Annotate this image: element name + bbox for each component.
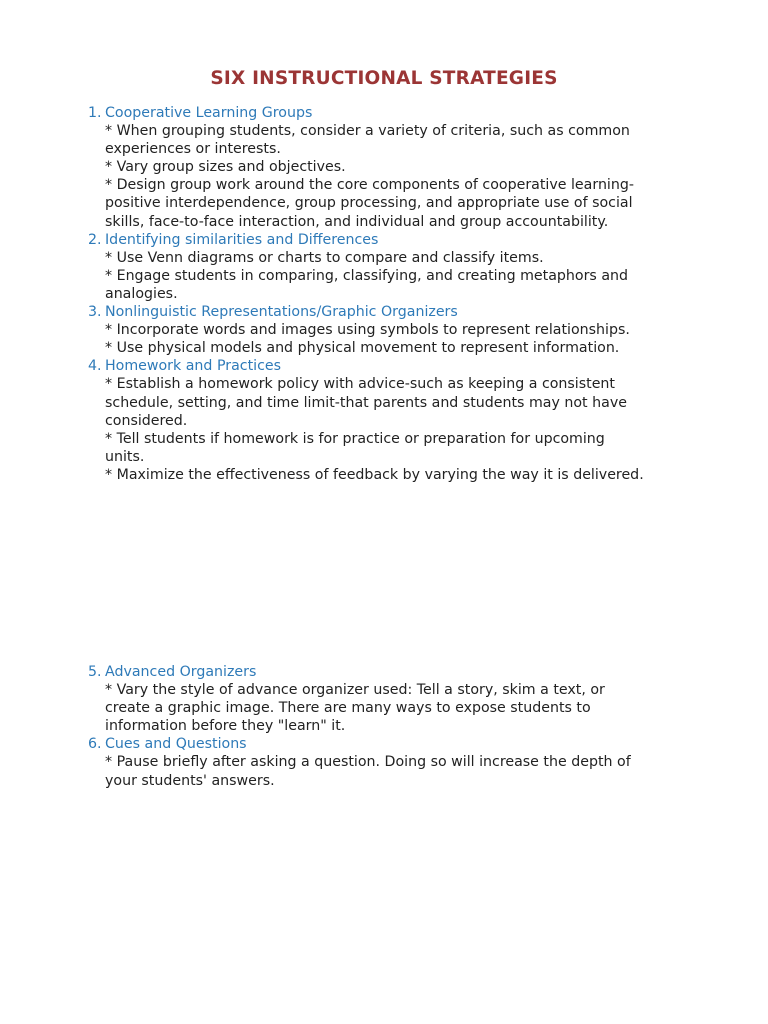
bullet-item: * Use Venn diagrams or charts to compare and classify items. xyxy=(105,249,544,266)
strategy-heading-1 xyxy=(88,104,728,122)
strategy-heading-text: Advanced Organizers xyxy=(105,664,257,680)
strategy-number: 4. xyxy=(88,358,102,375)
bullet-item: * Tell students if homework is for practice or preparation for upcoming units. xyxy=(105,430,605,465)
strategy-bullets xyxy=(88,122,728,231)
bullet-item: * Maximize the effectiveness of feedback by varying the way it is delivered. xyxy=(105,466,644,483)
bullet-item: * When grouping students, consider a variety of criteria, such as common experiences or interests. xyxy=(105,123,630,158)
bullet-item: * Incorporate words and images using symbols to represent relationships. xyxy=(105,322,630,339)
strategy-item-3 xyxy=(88,303,728,357)
strategy-bullets xyxy=(88,753,728,789)
strategy-item-2 xyxy=(88,231,728,303)
strategy-item-5 xyxy=(88,663,728,735)
bullet-item: * Vary group sizes and objectives. xyxy=(105,159,346,176)
bullet-item: * Vary the style of advance organizer used: Tell a story, skim a text, or create a graphic image. There are many ways to expose students to information before they "learn" it. xyxy=(105,682,605,735)
strategy-heading-text: Identifying similarities and Differences xyxy=(105,231,379,248)
strategy-item-1 xyxy=(88,104,728,231)
strategy-heading-text: Nonlinguistic Representations/Graphic Organizers xyxy=(105,304,458,321)
strategy-item-6 xyxy=(88,735,728,789)
strategy-number: 3. xyxy=(88,304,102,321)
strategy-heading-2 xyxy=(88,231,728,249)
bullet-item: * Design group work around the core components of cooperative learning- positive interdependence, group processing, and appropriate use of social skills, face-to-face interaction, and individual and group accountability. xyxy=(105,177,634,230)
bullet-item: * Engage students in comparing, classifying, and creating metaphors and analogies. xyxy=(105,267,629,302)
strategy-heading-5 xyxy=(88,663,728,681)
strategy-number: 5. xyxy=(88,664,102,680)
strategy-heading-text: Cues and Questions xyxy=(105,736,247,753)
page-title: SIX INSTRUCTIONAL STRATEGIES xyxy=(210,68,558,89)
strategy-number: 1. xyxy=(88,105,102,121)
strategy-bullets xyxy=(88,375,728,484)
strategy-bullets xyxy=(88,681,728,735)
bullet-item: * Establish a homework policy with advice-such as keeping a consistent schedule, setting, and time limit-that parents and students may not have considered. xyxy=(105,376,627,429)
strategy-bullets xyxy=(88,321,728,357)
strategy-heading-6 xyxy=(88,735,728,753)
strategy-heading-text: Cooperative Learning Groups xyxy=(105,105,313,121)
strategy-list-top xyxy=(88,104,728,484)
bullet-item: * Pause briefly after asking a question. Doing so will increase the depth of your students' answers. xyxy=(105,754,631,789)
bullet-item: * Use physical models and physical movement to represent information. xyxy=(105,340,620,357)
strategy-item-4 xyxy=(88,357,728,484)
strategy-bullets xyxy=(88,249,728,303)
strategy-number: 2. xyxy=(88,231,102,248)
strategy-number: 6. xyxy=(88,736,102,753)
strategy-list-bottom xyxy=(88,663,728,790)
strategy-heading-text: Homework and Practices xyxy=(105,358,281,375)
strategy-heading-4 xyxy=(88,357,728,375)
strategy-heading-3 xyxy=(88,303,728,321)
